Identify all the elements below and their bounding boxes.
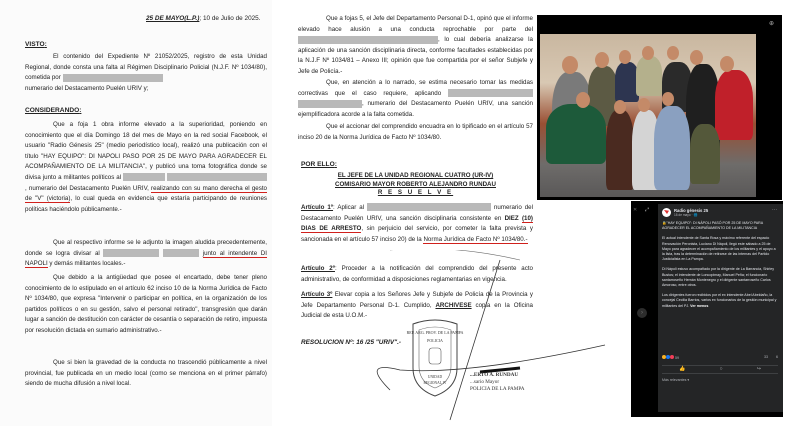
considerando-paragraph-1: Que a foja 1 obra informe elevado a la superioridad, poniendo en conocimiento que el día Domingo 18 del mes de Mayo en la red social Facebook, el usuario "Radio Génesis 25" (medio periodístico local), realizó una publicación con el título "HAY EQUIPO": DI NAPOLI PASO POR 25 DE MAYO PARA AGRADECER EL ACOMPAÑAMIENTO DE LA MILITANCIA", y publicó una toma fotográfica donde se divisa junto a militantes políticos al , numerario del Destacamento Puelén URIV, realizando con su mano derecha el gesto de "V" (victoria), lo cual queda en evidencia que estaría participando de reuniones políticas haciéndolo públicamente.-	[25, 121, 267, 213]
visto-heading: VISTO:	[25, 41, 47, 48]
next-arrow-button[interactable]: ›	[637, 308, 647, 318]
redaction-block	[448, 89, 533, 97]
post-meta: 18 de mayo · 🌐	[674, 213, 698, 217]
visto-paragraph: El contenido del Expediente Nº 21052/2025, registro de esta Unidad Regional, donde consta una falta al Régimen Disciplinario Policial (N.J.F. Nº 1034/80), cometida por numerario del Destacamento Puelén URIV y;	[25, 53, 267, 92]
share-button[interactable]: ↪	[756, 365, 761, 372]
reaction-love-icon	[670, 355, 674, 359]
see-less-link[interactable]: Ver menos	[690, 303, 709, 308]
more-options-icon[interactable]: ···	[772, 207, 777, 213]
facebook-viewer	[631, 201, 783, 417]
considerando-paragraph-4: Que si bien la gravedad de la conducta no trascendió públicamente a nivel provincial, fue publicada en un medio local (como se menciona en el primer párrafo) siendo de mucha difusión a nivel local.	[25, 359, 267, 388]
facebook-post	[658, 204, 783, 412]
page-avatar[interactable]	[662, 208, 671, 217]
considerando-paragraph-3: Que debido a la antigüedad que posee el encartado, debe tener pleno conocimiento de lo estipulado en el artículo 62 inciso 10 de la Norma Jurídica de Facto Nº 1034/80, que expresa "Intervenir o participar en política, en la organización de los partidos políticos o en su gestión, salvo el personal retirado", transgresión que darán lugar a sanción de destitución con carácter de cesantía o separación de retiro, impuesta por resolución dictada en sumario administrativo.-	[25, 274, 267, 334]
redaction-block	[298, 36, 438, 44]
post-paragraph-2: Di Nápoli estuvo acompañado por la dirigente de La Barrancia, Shirley Bustos; el intendente de Loncopimay, Manuel Peña; el funcionario santarroseño Hernán Montenegro y el dirigente santarroseño Carlos Amoroso, entre otros.	[662, 267, 775, 288]
paragraph-medidas: Que, en atención a lo narrado, se estima necesario tomar las medidas correctivas que el caso requiere, aplicando , numerario del Destacamento Puelén URIV, una sanción ejemplificadora acorde a la falta cometida.	[298, 79, 533, 118]
comment-button[interactable]: ○	[719, 365, 723, 372]
articulo-2: Artículo 2º: Proceder a la notificación del comprendido del presente acto administrativo, de conformidad a disposiciones reglamentarias en vigencia.	[301, 265, 534, 283]
highlighted-norma-juridica: Norma Jurídica de Facto Nº 1034/80.-	[423, 235, 528, 243]
svg-text:POLICIA: POLICIA	[427, 338, 443, 343]
reactions-count[interactable]: 59	[675, 356, 679, 360]
highlighted-gesture-text: realizando con su mano derecha el gesto de "V" (victoria)	[25, 184, 267, 203]
post-paragraph-3: Los dirigentes fueron recibidos por el ex intendente Abel Abeldaño, la concejal Cecilia Barrios, varios ex funcionarios de la gestión municipal y militantes del PJ. Ver menos	[662, 293, 777, 308]
post-paragraph-1: El actual intendente de Santa Rosa y máximo referente del espacio Renovación Peronista, Luciano Di Nápoli, llegó este sábado a 25 de Mayo para agradecer el acompañamiento de los militantes y el apoyo a la lista, tras la determinación de retirarse de las internas del Partido Justicialista en La Pampa.	[662, 236, 776, 262]
redaction-block	[167, 173, 267, 181]
redaction-block	[123, 173, 165, 181]
considerando-paragraph-2: Que al respectivo informe se le adjunto la imagen aludida precedentemente, donde se logra divisar al junto al intendente DI NAPOLI y demás militantes locales.-	[25, 239, 267, 268]
magnify-icon[interactable]: ⊕	[768, 21, 774, 27]
signature-block: ...ERTO A. RUNDAU ...sario Mayor POLICIA DE LA PAMPA	[470, 372, 525, 392]
date-place: 25 DE MAYO(L.P.)	[146, 15, 200, 22]
jefe-title-block: EL JEFE DE LA UNIDAD REGIONAL CUATRO (UR-IV) COMISARIO MAYOR ROBERTO ALEJANDRO RUNDAU R E S U E L V E	[335, 172, 496, 197]
document-page-1	[0, 0, 272, 426]
redaction-block	[63, 74, 163, 82]
post-body	[662, 221, 778, 314]
svg-text:UNIDAD: UNIDAD	[427, 375, 443, 379]
highlighted-arrest-days: (10) DIAS DE ARRESTO	[301, 214, 533, 233]
date-text: ; 10 de Julio de 2025.	[199, 15, 261, 22]
shares-count[interactable]: 6	[776, 355, 778, 359]
expand-icon[interactable]: ⤢	[645, 207, 650, 213]
paragraph-fojas-5: Que a fojas 5, el Jefe del Departamento Personal D-1, opinó que el informe elevado hace alusión a una conducta reprochable por parte del , lo cual debería analizarse la aplicación de una sanción disciplinaria directa, conforme facultades establecidas por la N.J.F Nº 1034/81 – Anexo III; opinión que fue compartida por el señor Subjefe y Jefe de Policía.-	[298, 15, 533, 75]
redaction-block	[163, 249, 199, 257]
photo-viewer	[537, 15, 782, 200]
highlighted-intendente-text: junto al intendente DI NAPOLI	[25, 249, 267, 268]
signature-scribble-icon	[350, 250, 610, 426]
group-photo[interactable]	[540, 34, 756, 197]
paragraph-accionar: Que el accionar del comprendido encuadra en lo tipificado en el artículo 57 inciso 20 de la Norma Jurídica de Facto Nº 1034/80.	[298, 123, 533, 141]
considerando-heading: CONSIDERANDO:	[25, 107, 82, 114]
post-actions	[662, 365, 778, 374]
svg-text:REP. ARG. PROV. DE LA PAMPA: REP. ARG. PROV. DE LA PAMPA	[406, 330, 464, 335]
redaction-block	[103, 249, 159, 257]
close-icon[interactable]: ✕	[633, 207, 638, 213]
post-title: 🔒"HAY EQUIPO": DI NÁPOLI PASÓ POR 25 DE MAYO PARA AGRADECER EL ACOMPAÑAMIENTO DE LA MILITANCIA	[662, 221, 763, 231]
por-ello-heading: POR ELLO:	[301, 161, 337, 168]
svg-text:REGIONAL IV: REGIONAL IV	[423, 381, 447, 385]
page-name[interactable]: Radio génesis 25	[674, 208, 709, 213]
like-button[interactable]: 👍	[679, 365, 686, 372]
redaction-block	[298, 100, 362, 108]
comments-count[interactable]: 33	[764, 355, 768, 359]
date-line	[146, 14, 266, 25]
reactions-bar	[662, 355, 778, 363]
redaction-block	[367, 203, 491, 211]
articulo-3: Artículo 3º Elevar copia a los Señores Jefe y Subjefe de Policía de la Provincia y Jefe Departamento Personal D-1. Cumplido, ARCHIVESE copia en la Oficina Judicial de esta U.O.M.-	[301, 291, 534, 320]
comment-sort-dropdown[interactable]: Más relevantes ▾	[662, 378, 690, 382]
resolucion-number: RESOLUCION Nº: 16 /25 "URIV".-	[301, 339, 402, 346]
articulo-1: Artículo 1º: Aplicar al numerario del Destacamento Puelén URIV, una sanción disciplinaria consistente en DIEZ (10) DIAS DE ARRESTO, sin perjuicio del servicio, por cometer la falta prevista y sancionada en el artículo 57 inciso 20) de la Norma Jurídica de Facto Nº 1034/80.-	[301, 204, 533, 243]
